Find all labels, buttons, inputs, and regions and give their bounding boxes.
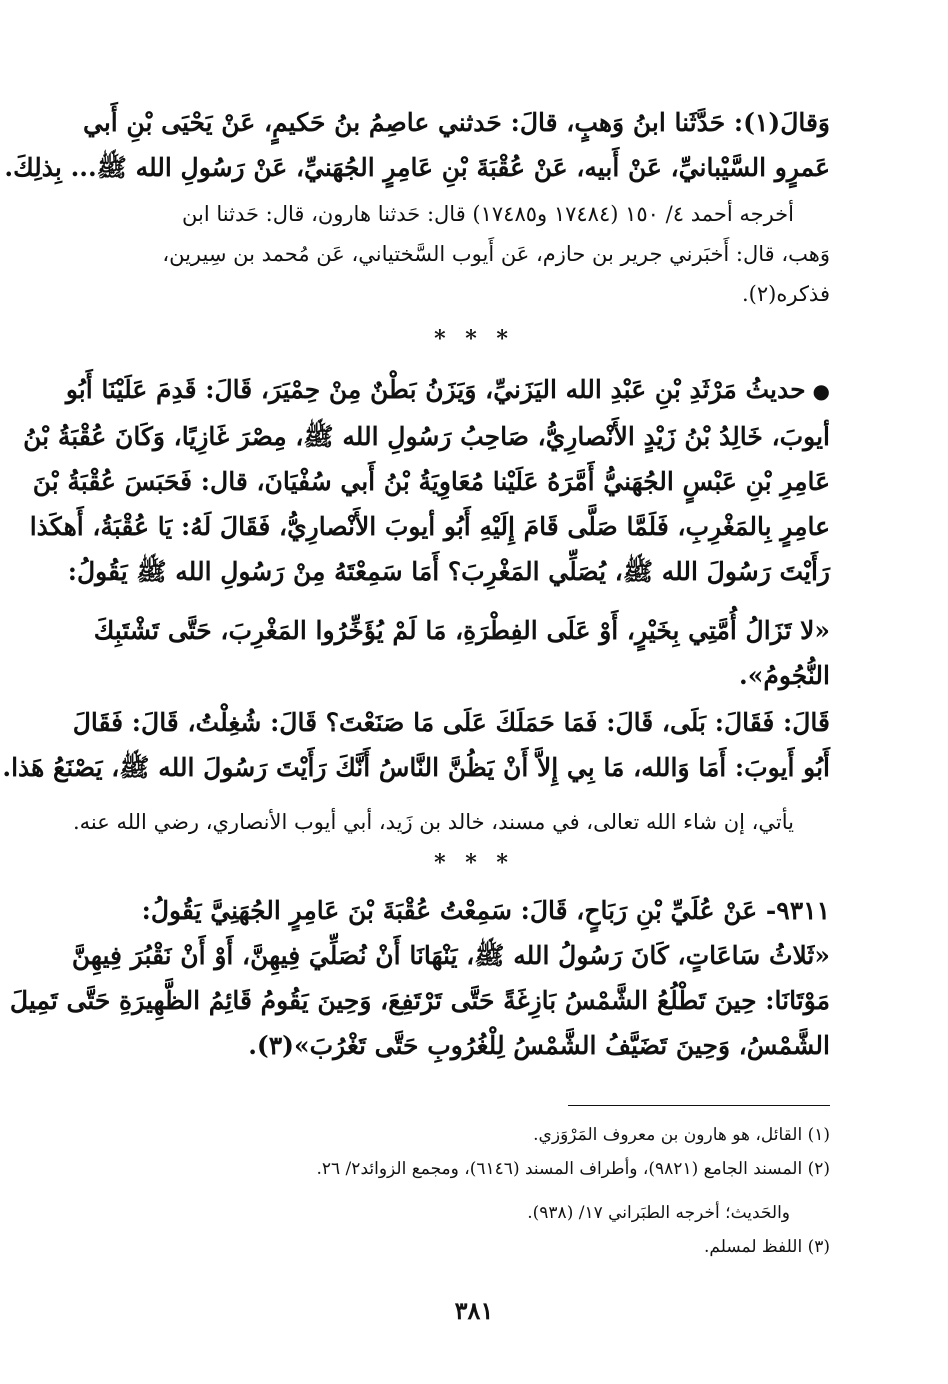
text-line: عامِرٍ بِالمَغْرِبِ، فَلَمَّا صَلَّى قَامَ إِلَيْهِ أَبُو أيوبَ الأَنْصارِيُّ، فَقَالَ لَهُ: يَا عُقْبَةُ، أَهكَذا: [29, 512, 830, 541]
paragraph-dialogue: [2, 700, 830, 790]
section-separator: * * *: [434, 850, 514, 876]
paragraph-cross-reference: [72, 802, 830, 842]
paragraph-hadith-9311: [9, 888, 830, 1068]
text-line: فذكره(٢).: [742, 282, 830, 306]
text-line: وَقالَ(١): حَدَّثَنا ابنُ وَهبٍ، قالَ: حَدثني عاصِمُ بنُ حَكيمٍ، عَنْ يَحْيَى بْنِ أَبي: [82, 108, 830, 137]
footnote-2: (٢) المسند الجامع (٩٨٢١)، وأطراف المسند (٦١٤٦)، ومجمع الزوائد٢/ ٢٦.: [316, 1159, 830, 1179]
text-line: ٩٣١١- عَنْ عُلَيِّ بْنِ رَبَاحٍ، قَالَ: سَمِعْتُ عُقْبَةَ بْنَ عَامِرٍ الجُهَنِيَّ يَقُولُ:: [141, 896, 830, 925]
footnote-3: (٣) اللفظ لمسلم.: [703, 1237, 830, 1257]
text-line: «ثَلاثُ سَاعَاتٍ، كَانَ رَسُولُ الله ﷺ، يَنْهَانَا أَنْ نُصَلِّيَ فِيهِنَّ، أَوْ أَنْ نَقْبُرَ فِيهِنَّ: [71, 941, 830, 970]
section-separator: * * *: [434, 326, 514, 352]
text-line: النُّجُومُ».: [739, 661, 830, 690]
text-line: عَامِرِ بْنِ عَبْسٍ الجُهَنيُّ أَمَّرَهُ عَلَيْنا مُعَاوِيَةُ بْنُ أَبي سُفْيَانَ، قال: فَحَبَسَ عُقْبَةُ بْنَ: [32, 467, 830, 496]
text-line: «لا تَزَالُ أُمَّتِي بِخَيْرٍ، أَوْ عَلَى الفِطْرَةِ، مَا لَمْ يُؤَخِّرُوا المَغْرِبَ، حَتَّى تَشْتَبِكَ: [93, 616, 830, 645]
text-line: أخرجه أحمد ٤/ ١٥٠ (١٧٤٨٤ و١٧٤٨٥) قال: حَدثنا هارون، قال: حَدثنا ابن: [182, 202, 794, 226]
footnote-1: (١) القائل، هو هارون بن معروف المَرْوَزي.: [533, 1125, 830, 1145]
paragraph-hadith-chain: [4, 100, 830, 190]
paragraph-prophet-quote: [93, 608, 830, 698]
footnote-2-continuation: والحَديث؛ أخرجه الطبَراني ١٧/ (٩٣٨).: [527, 1203, 790, 1223]
text-line: قَالَ: فَقَالَ: بَلَى، قَالَ: فَمَا حَمَلَكَ عَلَى مَا صَنَعْتَ؟ قَالَ: شُغِلْتُ، قَالَ: فَقَالَ: [72, 708, 830, 737]
page-number: ٣٨١: [454, 1296, 494, 1325]
bullet-icon: ●: [805, 379, 830, 403]
text-line: عَمرٍو السَّيْبانيِّ، عَنْ أَبيه، عَنْ عُقْبَةَ بْنِ عَامِرٍ الجُهَنيِّ، عَنْ رَسُولِ الله ﷺ... بِذلِكَ.: [4, 153, 830, 182]
text-line: يأتي، إن شاء الله تعالى، في مسند، خالد بن زَيد، أبي أيوب الأنصاري، رضي الله عنه.: [72, 810, 794, 834]
paragraph-takhrij: [118, 194, 830, 314]
text-line: [65, 367, 830, 414]
footnote-divider: [568, 1105, 830, 1106]
text-line: أَبُو أَيوبَ: أَمَا وَالله، مَا بِي إِلاَّ أَنْ يَظُنَّ النَّاسُ أَنَّكَ رَأَيْتَ رَسُولَ الله ﷺ، يَصْنَعُ هَذا.: [2, 753, 830, 782]
text-line: أيوبَ، خَالِدُ بْنُ زَيْدٍ الأَنْصارِيُّ، صَاحِبُ رَسُولِ الله ﷺ، مِصْرَ غَازِيًا، وَكَانَ عُقْبَةُ بْنُ: [23, 422, 830, 451]
paragraph-marthad-hadith: [23, 367, 830, 594]
text-line: الشَّمْسُ، وَحِينَ تَضَيَّفُ الشَّمْسُ لِلْغُرُوبِ حَتَّى تَغْرُبَ»(٣).: [248, 1031, 830, 1060]
text-line: رَأَيْتَ رَسُولَ الله ﷺ، يُصَلِّي المَغْرِبَ؟ أَمَا سَمِعْتَهُ مِنْ رَسُولِ الله ﷺ يَقُولُ:: [67, 557, 830, 586]
text-line-content: حديثُ مَرْثَدِ بْنِ عَبْدِ الله اليَزَنيِّ، وَيَزَنُ بَطْنٌ مِنْ حِمْيَرَ، قَالَ: قَدِمَ عَلَيْنَا أَبُو: [65, 375, 806, 404]
text-line: مَوْتَانَا: حِينَ تَطْلُعُ الشَّمْسُ بَازِغَةً حَتَّى تَرْتَفِعَ، وَحِينَ يَقُومُ قَائِمُ الظَّهِيرَةِ حَتَّى تَمِيلَ: [9, 986, 830, 1015]
text-line: وَهب، قال: أَخبَرني جرير بن حازم، عَن أَيوب السَّختياني، عَن مُحمد بن سِيرين،: [162, 242, 830, 266]
